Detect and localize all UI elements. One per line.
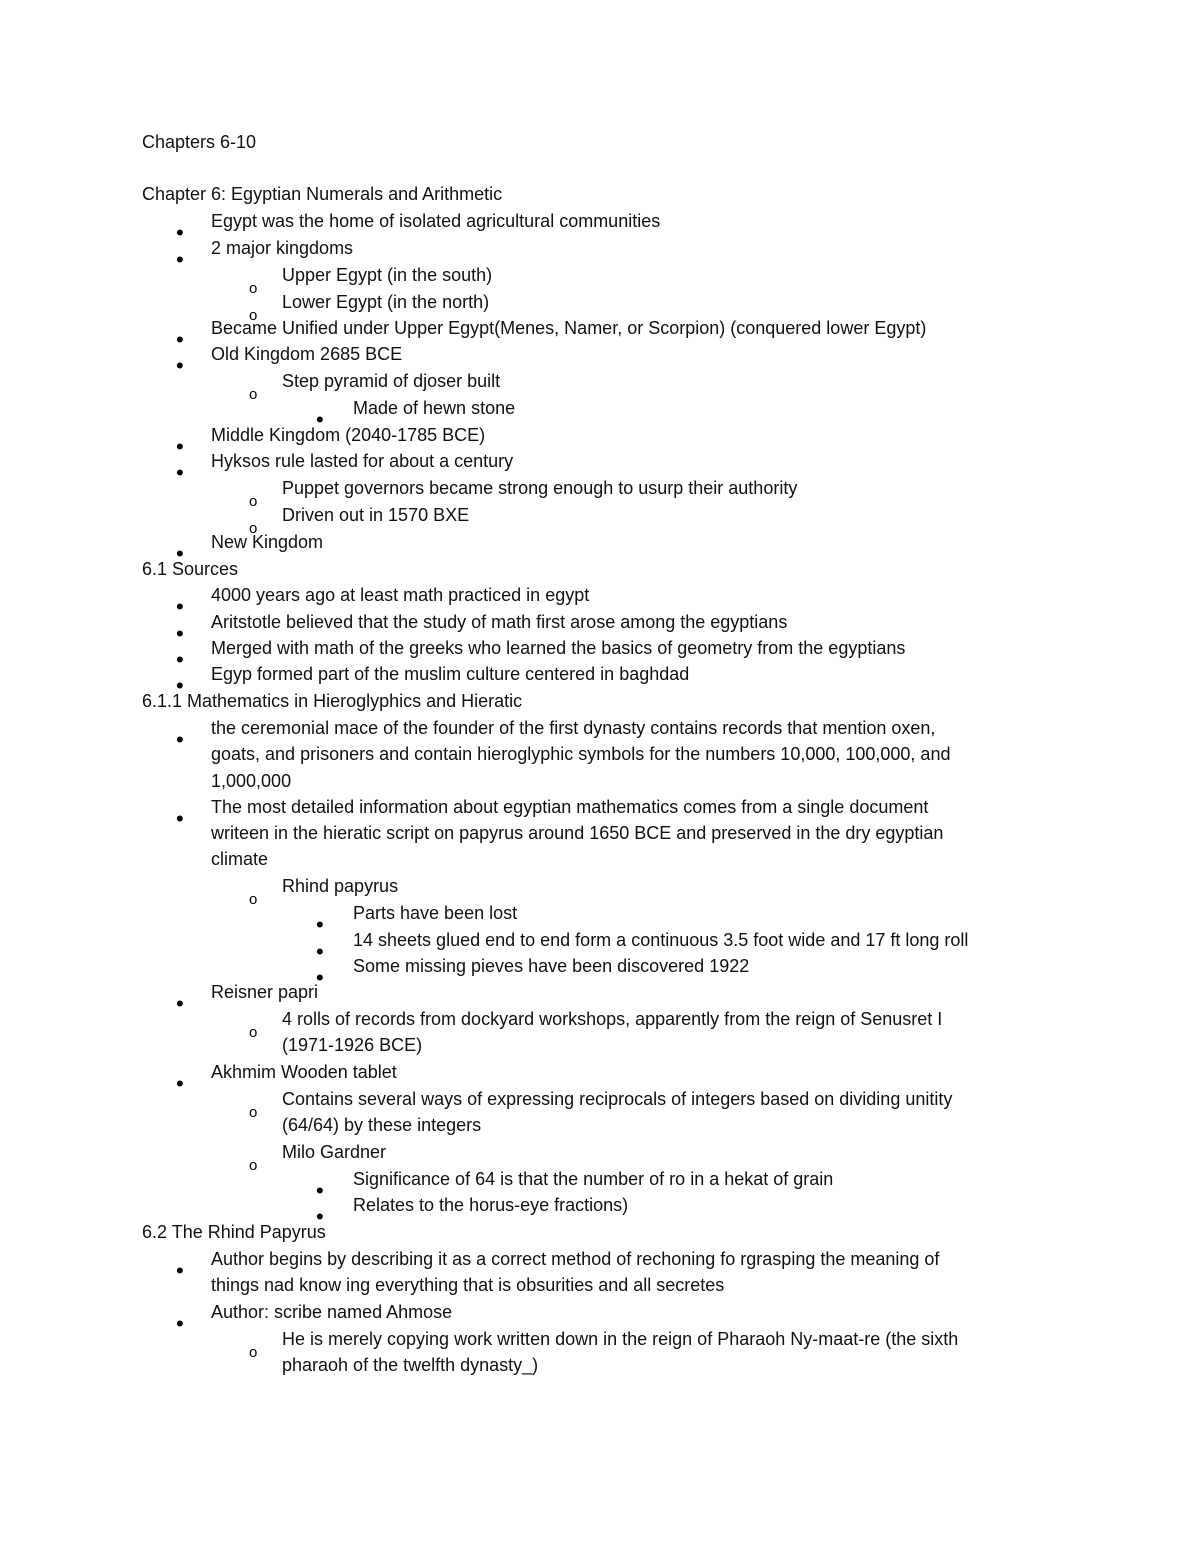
bullet-icon (176, 647, 184, 674)
list-item-text: (1971-1926 BCE) (282, 1035, 423, 1055)
list-item-text: Reisner papri (211, 982, 319, 1002)
list-item-text: 4 rolls of records from dockyard workshops, apparently from the reign of Senusret I (282, 1009, 943, 1029)
bullet-icon (176, 434, 184, 461)
section-heading: 6.1 Sources (142, 559, 239, 579)
list-item-text: Egypt was the home of isolated agricultural communities (211, 211, 661, 231)
bullet-icon (176, 353, 184, 380)
list-item-text: Merged with math of the greeks who learned the basics of geometry from the egyptians (211, 638, 906, 658)
list-item-text: Aritstotle believed that the study of math first arose among the egyptians (211, 612, 788, 632)
bullet-icon (176, 621, 184, 648)
list-item-text: Egyp formed part of the muslim culture centered in baghdad (211, 664, 690, 684)
list-item-text: Author begins by describing it as a correct method of rechoning fo rgrasping the meaning of (211, 1249, 940, 1269)
list-item-text: Significance of 64 is that the number of ro in a hekat of grain (353, 1169, 834, 1189)
list-item-text: 4000 years ago at least math practiced in egypt (211, 585, 590, 605)
section-heading: Chapter 6: Egyptian Numerals and Arithmetic (142, 184, 503, 204)
list-item-text: Milo Gardner (282, 1142, 387, 1162)
list-item-text: 14 sheets glued end to end form a continuous 3.5 foot wide and 17 ft long roll (353, 930, 969, 950)
circle-bullet-icon (249, 380, 257, 408)
bullet-icon (316, 1178, 324, 1205)
list-item-text: The most detailed information about egyptian mathematics comes from a single document (211, 797, 929, 817)
circle-bullet-icon (249, 1338, 257, 1366)
bullet-icon (316, 912, 324, 939)
list-item-text: Made of hewn stone (353, 398, 516, 418)
circle-bullet-icon (249, 487, 257, 515)
list-item-text: Contains several ways of expressing reciprocals of integers based on dividing unitity (282, 1089, 953, 1109)
list-item-text: pharaoh of the twelfth dynasty_) (282, 1355, 539, 1375)
list-item-text: goats, and prisoners and contain hieroglyphic symbols for the numbers 10,000, 100,000, and (211, 744, 951, 764)
list-item-text: (64/64) by these integers (282, 1115, 482, 1135)
list-item-text: Middle Kingdom (2040-1785 BCE) (211, 425, 486, 445)
list-item-text: Rhind papyrus (282, 876, 399, 896)
list-item-text: Lower Egypt (in the north) (282, 292, 490, 312)
bullet-icon (176, 991, 184, 1018)
list-item-text: Puppet governors became strong enough to usurp their authority (282, 478, 798, 498)
bullet-icon (176, 594, 184, 621)
list-item-text: 2 major kingdoms (211, 238, 354, 258)
bullet-icon (176, 1311, 184, 1338)
section-heading: Chapters 6-10 (142, 132, 257, 152)
list-item-text: Some missing pieves have been discovered 1922 (353, 956, 750, 976)
circle-bullet-icon (249, 1151, 257, 1179)
section-heading: 6.2 The Rhind Papyrus (142, 1222, 326, 1242)
bullet-icon (176, 1258, 184, 1285)
circle-bullet-icon (249, 1018, 257, 1046)
list-item-text: the ceremonial mace of the founder of the first dynasty contains records that mention oxen, (211, 718, 936, 738)
circle-bullet-icon (249, 1098, 257, 1126)
bullet-icon (176, 247, 184, 274)
bullet-icon (176, 220, 184, 247)
list-item-text: climate (211, 849, 269, 869)
list-item-text: Old Kingdom 2685 BCE (211, 344, 403, 364)
bullet-icon (176, 1071, 184, 1098)
bullet-icon (176, 727, 184, 754)
list-item-text: things nad know ing everything that is obsurities and all secretes (211, 1275, 725, 1295)
circle-bullet-icon (249, 885, 257, 913)
list-item-text: Parts have been lost (353, 903, 518, 923)
list-item-text: Step pyramid of djoser built (282, 371, 501, 391)
list-item-text: Hyksos rule lasted for about a century (211, 451, 514, 471)
bullet-icon (176, 460, 184, 487)
list-item-text: Upper Egypt (in the south) (282, 265, 493, 285)
list-item-text: writeen in the hieratic script on papyrus around 1650 BCE and preserved in the dry egyptian (211, 823, 944, 843)
bullet-icon (176, 806, 184, 833)
section-heading: 6.1.1 Mathematics in Hieroglyphics and Hieratic (142, 691, 523, 711)
list-item-text: Akhmim Wooden tablet (211, 1062, 397, 1082)
list-item-text: He is merely copying work written down in the reign of Pharaoh Ny-maat-re (the sixth (282, 1329, 959, 1349)
list-item-text: 1,000,000 (211, 771, 292, 791)
list-item-text: Became Unified under Upper Egypt(Menes, Namer, or Scorpion) (conquered lower Egypt) (211, 318, 927, 338)
list-item-text: Driven out in 1570 BXE (282, 505, 470, 525)
bullet-icon (176, 327, 184, 354)
bullet-icon (316, 939, 324, 966)
list-item-text: Relates to the horus-eye fractions) (353, 1195, 629, 1215)
list-item-text: Author: scribe named Ahmose (211, 1302, 453, 1322)
circle-bullet-icon (249, 274, 257, 302)
list-item-text: New Kingdom (211, 532, 324, 552)
